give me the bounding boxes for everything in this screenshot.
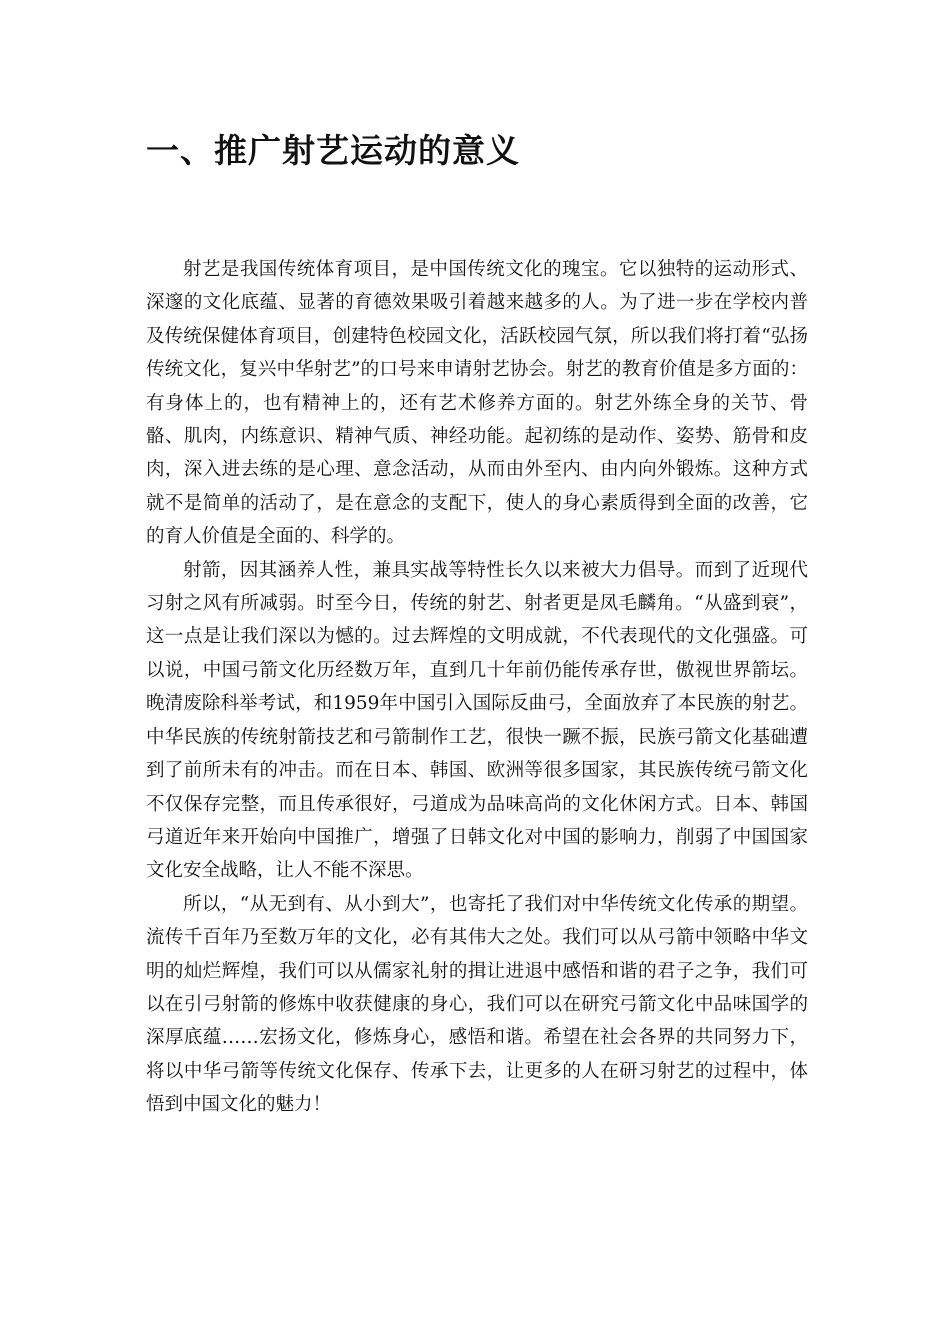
paragraph-3: 所以，“从无到有、从小到大”，也寄托了我们对中华传统文化传承的期望。流传千百年乃至数万年的文化，必有其伟大之处。我们可以从弓箭中领略中华文明的灿烂辉煌，我们可以从儒家礼射的揖让进退中感悟和谐的君子之争，我们可以在引弓射箭的修炼中收获健康的身心，我们可以在研究弓箭文化中品味国学的深厚底蕴……宏扬文化，修炼身心，感悟和谐。希望在社会各界的共同努力下，将以中华弓箭等传统文化保存、传承下去，让更多的人在研习射艺的过程中，体悟到中国文化的魅力！ xyxy=(146,893,808,1116)
body-text xyxy=(146,253,808,1122)
section-title: 一、推广射艺运动的意义 xyxy=(146,131,520,170)
paragraph-1: 射艺是我国传统体育项目，是中国传统文化的瑰宝。它以独特的运动形式、深邃的文化底蕴、显著的育德效果吸引着越来越多的人。为了进一步在学校内普及传统保健体育项目，创建特色校园文化，活跃校园气氛，所以我们将打着“弘扬传统文化，复兴中华射艺”的口号来申请射艺协会。射艺的教育价值是多方面的：有身体上的，也有精神上的，还有艺术修养方面的。射艺外练全身的关节、骨骼、肌肉，内练意识、精神气质、神经功能。起初练的是动作、姿势、筋骨和皮肉，深入进去练的是心理、意念活动，从而由外至内、由内向外锻炼。这种方式就不是简单的活动了，是在意念的支配下，使人的身心素质得到全面的改善，它的育人价值是全面的、科学的。 xyxy=(146,259,808,548)
paragraph-2: 射箭，因其涵养人性，兼具实战等特性长久以来被大力倡导。而到了近现代习射之风有所减弱。时至今日，传统的射艺、射者更是凤毛麟角。“从盛到衰”，这一点是让我们深以为憾的。过去辉煌的文明成就，不代表现代的文化强盛。可以说，中国弓箭文化历经数万年，直到几十年前仍能传承存世，傲视世界箭坛。晚清废除科举考试，和1959年中国引入国际反曲弓，全面放弃了本民族的射艺。中华民族的传统射箭技艺和弓箭制作工艺，很快一蹶不振，民族弓箭文化基础遭到了前所未有的冲击。而在日本、韩国、欧洲等很多国家，其民族传统弓箭文化不仅保存完整，而且传承很好，弓道成为品味高尚的文化休闲方式。日本、韩国弓道近年来开始向中国推广，增强了日韩文化对中国的影响力，削弱了中国国家文化安全战略，让人不能不深思。 xyxy=(146,559,808,882)
